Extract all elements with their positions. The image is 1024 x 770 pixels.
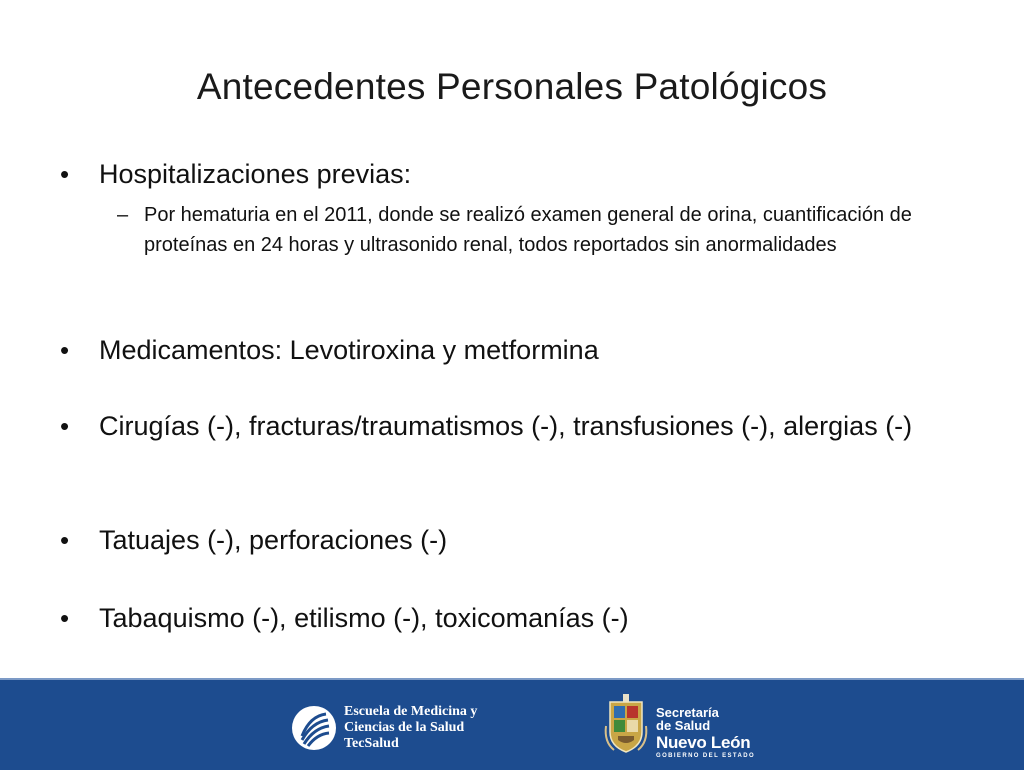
bullet-hospitalizaciones xyxy=(60,158,960,191)
tec-line-2: Ciencias de la Salud xyxy=(344,720,465,735)
bullet-text: Medicamentos: Levotiroxina y metformina xyxy=(99,335,599,365)
bullet-dot-icon: • xyxy=(60,525,70,555)
bullet-dot-icon: • xyxy=(60,335,70,365)
gob-line-1: Secretaría xyxy=(656,705,719,720)
gob-line-4: GOBIERNO DEL ESTADO xyxy=(656,753,756,759)
tec-line-3: TecSalud xyxy=(344,736,399,751)
bullet-text: Tatuajes (-), perforaciones (-) xyxy=(99,525,448,555)
footer-band xyxy=(0,678,1024,770)
bullet-text: Cirugías (-), fracturas/traumatismos (-), transfusiones (-), alergias (-) xyxy=(99,411,913,441)
nuevo-leon-logo xyxy=(604,692,755,760)
sub-bullet-dash-icon: – xyxy=(117,204,129,226)
tec-line-1: Escuela de Medicina y xyxy=(344,704,478,719)
bullet-text: Tabaquismo (-), etilismo (-), toxicomanías (-) xyxy=(99,603,629,633)
bullet-medicamentos xyxy=(60,334,960,367)
bullet-text: Hospitalizaciones previas: xyxy=(99,159,412,189)
bullet-tatuajes xyxy=(60,524,960,557)
state-shield-icon xyxy=(604,692,648,756)
bullet-tabaquismo xyxy=(60,602,960,635)
bullet-dot-icon: • xyxy=(60,603,70,633)
tec-emblem-icon xyxy=(292,706,336,750)
gob-line-2: de Salud xyxy=(656,718,711,733)
sub-bullet-hematuria xyxy=(117,200,957,260)
sub-bullet-text: Por hematuria en el 2011, donde se realizó examen general de orina, cuantificación de proteínas en 24 horas y ultrasonido renal, todos reportados sin anormalidades xyxy=(144,204,912,256)
bullet-cirugias xyxy=(60,410,960,443)
gob-line-3: Nuevo León xyxy=(656,733,751,752)
bullet-dot-icon: • xyxy=(60,411,70,441)
tecsalud-logo xyxy=(292,704,478,752)
bullet-dot-icon: • xyxy=(60,159,70,189)
slide-title: Antecedentes Personales Patológicos xyxy=(196,66,828,107)
